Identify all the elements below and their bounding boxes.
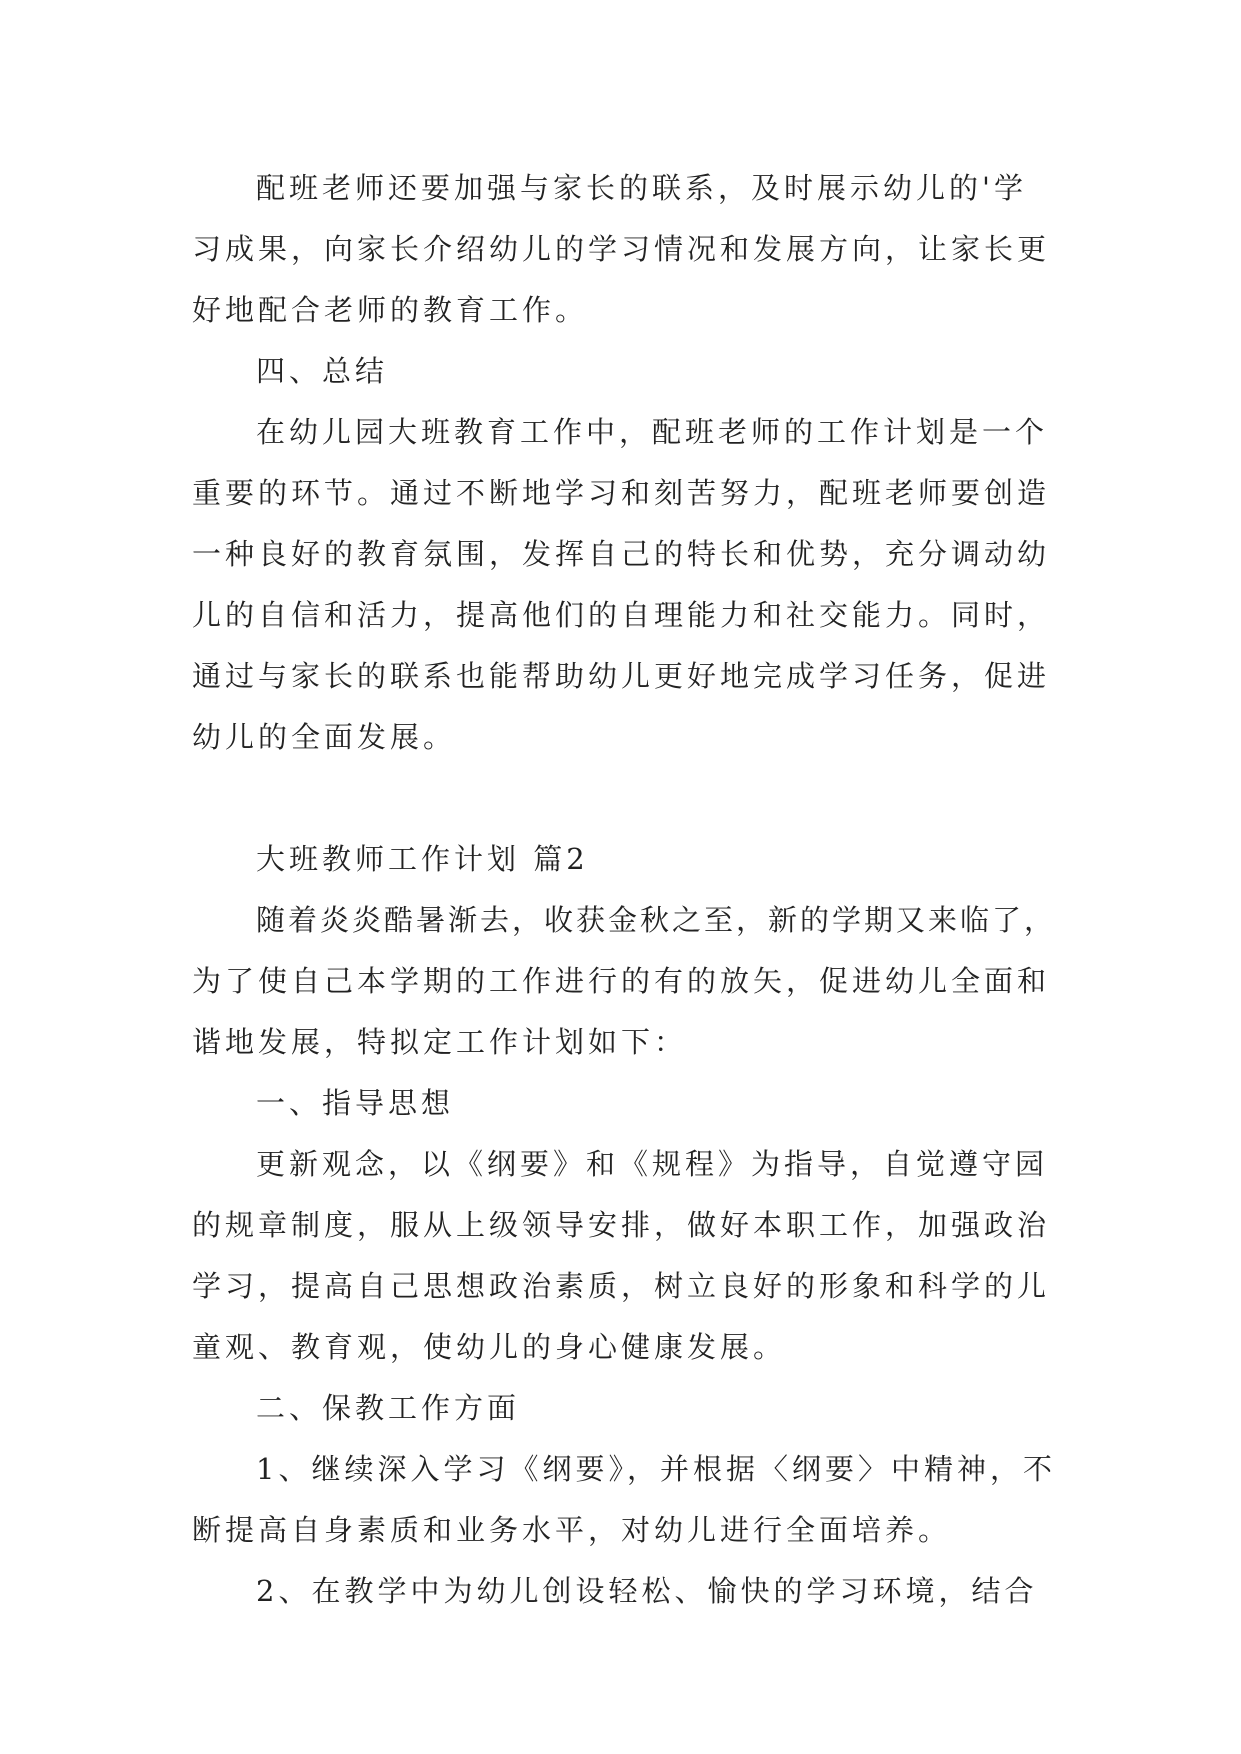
section-heading-summary: 四、总结 <box>256 354 389 388</box>
text-line: 重要的环节。通过不断地学习和刻苦努力，配班老师要创造 <box>192 476 1051 510</box>
paragraph-item-1 <box>192 1439 1058 1561</box>
text-line: 谐地发展，特拟定工作计划如下： <box>192 1025 688 1059</box>
text-line: 学习，提高自己思想政治素质，树立良好的形象和科学的儿 <box>192 1269 1051 1303</box>
paragraph-guiding-thought <box>192 1134 1058 1378</box>
text-line: 2、在教学中为幼儿创设轻松、愉快的学习环境，结合 <box>256 1574 1038 1608</box>
text-line: 一种良好的教育氛围，发挥自己的特长和优势，充分调动幼 <box>192 537 1051 571</box>
paragraph-item-2 <box>192 1561 1058 1622</box>
paragraph-intro <box>192 890 1058 1073</box>
blank-line <box>192 768 1058 829</box>
text-line: 童观、教育观，使幼儿的身心健康发展。 <box>192 1330 787 1364</box>
section-heading-guiding-thought: 一、指导思想 <box>256 1086 455 1120</box>
text-line: 的规章制度，服从上级领导安排，做好本职工作，加强政治 <box>192 1208 1051 1242</box>
text-line: 更新观念，以《纲要》和《规程》为指导，自觉遵守园 <box>256 1147 1049 1181</box>
text-line: 幼儿的全面发展。 <box>192 720 457 754</box>
article-title: 大班教师工作计划 篇2 <box>256 842 589 876</box>
text-line: 配班老师还要加强与家长的联系，及时展示幼儿的'学 <box>256 171 1027 205</box>
text-line: 在幼儿园大班教育工作中，配班老师的工作计划是一个 <box>256 415 1049 449</box>
document-body <box>192 158 1058 1622</box>
section-heading-care-education: 二、保教工作方面 <box>256 1391 521 1425</box>
text-line: 好地配合老师的教育工作。 <box>192 293 589 327</box>
text-line: 1、继续深入学习《纲要》，并根据〈纲要〉中精神，不 <box>256 1452 1056 1486</box>
text-line: 儿的自信和活力，提高他们的自理能力和社交能力。同时， <box>192 598 1051 632</box>
text-line: 随着炎炎酷暑渐去，收获金秋之至，新的学期又来临了， <box>256 903 1057 937</box>
paragraph-summary <box>192 402 1058 768</box>
text-line: 通过与家长的联系也能帮助幼儿更好地完成学习任务，促进 <box>192 659 1051 693</box>
paragraph-parent-contact <box>192 158 1058 341</box>
text-line: 习成果，向家长介绍幼儿的学习情况和发展方向，让家长更 <box>192 232 1051 266</box>
text-line: 为了使自己本学期的工作进行的有的放矢，促进幼儿全面和 <box>192 964 1051 998</box>
text-line: 断提高自身素质和业务水平，对幼儿进行全面培养。 <box>192 1513 952 1547</box>
